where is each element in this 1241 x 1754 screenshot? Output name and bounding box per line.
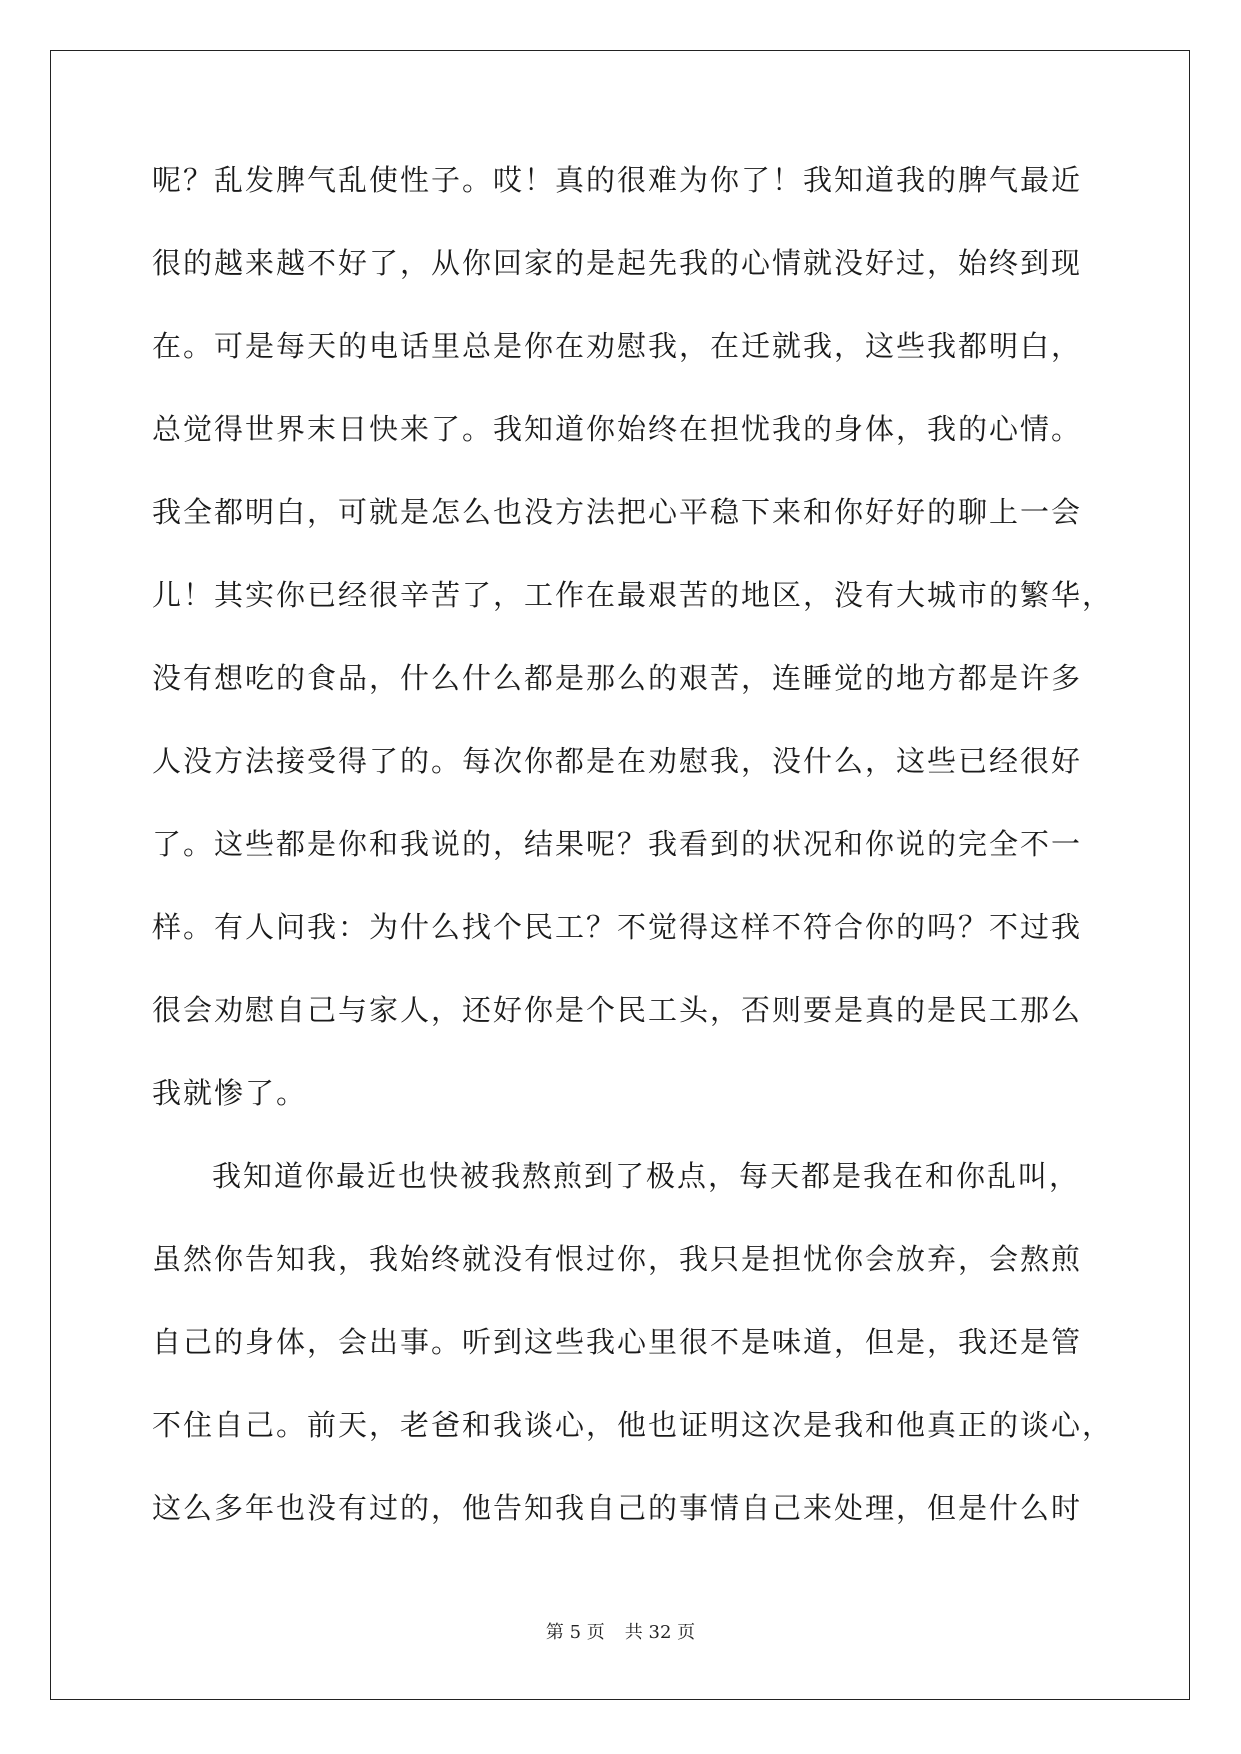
document-body xyxy=(152,160,1114,1571)
text-line: 人没方法接受得了的。每次你都是在劝慰我，没什么，这些已经很好 xyxy=(152,744,1083,778)
text-line: 没有想吃的食品，什么什么都是那么的艰苦，连睡觉的地方都是许多 xyxy=(152,661,1083,695)
text-line: 总觉得世界末日快来了。我知道你始终在担忧我的身体，我的心情。 xyxy=(152,412,1083,446)
page-total: 共 32 页 xyxy=(624,1622,696,1643)
paragraph-start-line: 我知道你最近也快被我熬煎到了极点，每天都是我在和你乱叫， xyxy=(212,1159,1081,1193)
page-number: 第 5 页 xyxy=(545,1622,605,1643)
text-line: 我就惨了。 xyxy=(152,1076,308,1110)
text-line: 样。有人问我：为什么找个民工？不觉得这样不符合你的吗？不过我 xyxy=(152,910,1083,944)
text-line: 自己的身体，会出事。听到这些我心里很不是味道，但是，我还是管 xyxy=(152,1325,1083,1359)
page-footer xyxy=(0,1618,1241,1644)
text-line: 儿！其实你已经很辛苦了，工作在最艰苦的地区，没有大城市的繁华， xyxy=(152,578,1114,612)
text-line: 呢？乱发脾气乱使性子。哎！真的很难为你了！我知道我的脾气最近 xyxy=(152,163,1083,197)
text-line: 了。这些都是你和我说的，结果呢？我看到的状况和你说的完全不一 xyxy=(152,827,1083,861)
text-line: 我全都明白，可就是怎么也没方法把心平稳下来和你好好的聊上一会 xyxy=(152,495,1083,529)
text-line: 在。可是每天的电话里总是你在劝慰我，在迁就我，这些我都明白， xyxy=(152,329,1083,363)
text-line: 不住自己。前天，老爸和我谈心，他也证明这次是我和他真正的谈心， xyxy=(152,1408,1114,1442)
text-line: 这么多年也没有过的，他告知我自己的事情自己来处理，但是什么时 xyxy=(152,1491,1083,1525)
text-line: 虽然你告知我，我始终就没有恨过你，我只是担忧你会放弃，会熬煎 xyxy=(152,1242,1083,1276)
text-line: 很会劝慰自己与家人，还好你是个民工头，否则要是真的是民工那么 xyxy=(152,993,1083,1027)
text-line: 很的越来越不好了，从你回家的是起先我的心情就没好过，始终到现 xyxy=(152,246,1083,280)
